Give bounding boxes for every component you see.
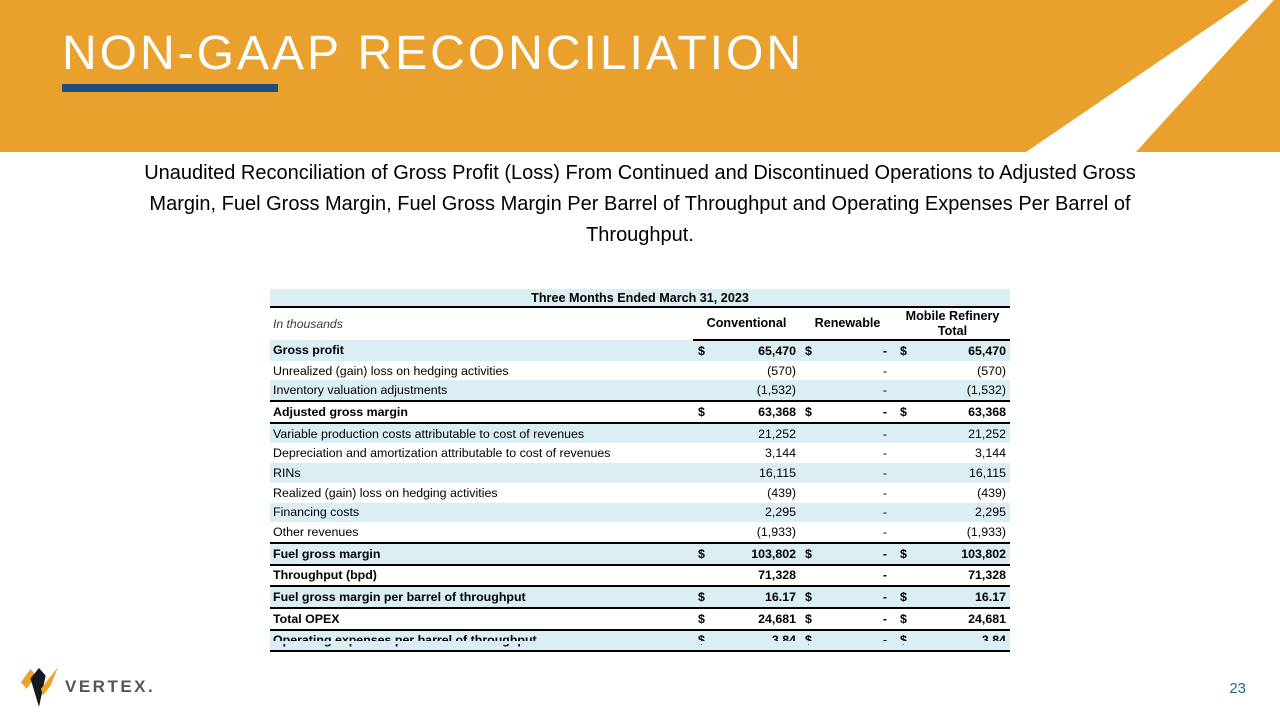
dollar-sign xyxy=(800,565,820,587)
dollar-sign xyxy=(800,522,820,543)
table-row xyxy=(270,463,1010,483)
dollar-sign xyxy=(693,380,713,401)
renewable-value: - xyxy=(820,543,895,565)
conventional-value: 3,144 xyxy=(764,446,796,461)
conventional-value: 63,368 xyxy=(713,401,800,423)
mobile-refinery-total-value: (570) xyxy=(977,363,1006,378)
vertex-logo-icon xyxy=(20,666,58,708)
renewable-value: - xyxy=(820,423,895,444)
title-underline-accent xyxy=(62,84,278,92)
conventional-value: 2,295 xyxy=(713,503,800,523)
table-bottom-accent-strip xyxy=(270,641,1010,644)
renewable-value: - xyxy=(820,586,895,608)
mobile-refinery-total-value: (439) xyxy=(977,485,1006,500)
row-label: RINs xyxy=(270,463,693,483)
unit-label: In thousands xyxy=(273,317,343,331)
table-row xyxy=(270,565,1010,587)
dollar-sign xyxy=(895,522,915,543)
mobile-refinery-total-value: 16.17 xyxy=(915,586,1010,608)
dollar-sign: $ xyxy=(800,543,820,565)
dollar-sign xyxy=(693,483,713,503)
conventional-value: 21,252 xyxy=(713,423,800,444)
table-row xyxy=(270,503,1010,523)
dollar-sign: $ xyxy=(693,543,713,565)
table-row xyxy=(270,522,1010,543)
dollar-sign xyxy=(895,443,915,463)
table-row xyxy=(270,483,1010,503)
dollar-sign xyxy=(800,380,820,401)
table-row xyxy=(270,608,1010,630)
renewable-value: - xyxy=(820,503,895,523)
column-header-renewable: Renewable xyxy=(800,307,895,340)
conventional-value: (1,933) xyxy=(756,525,796,540)
table-row xyxy=(270,401,1010,423)
dollar-sign: $ xyxy=(895,608,915,630)
conventional-value: 65,470 xyxy=(713,340,800,361)
renewable-value: - xyxy=(820,401,895,423)
table-row xyxy=(270,340,1010,361)
renewable-value: - xyxy=(882,525,887,540)
dollar-sign xyxy=(693,361,713,381)
dollar-sign xyxy=(800,463,820,483)
dollar-sign xyxy=(895,380,915,401)
renewable-value: - xyxy=(820,380,895,401)
dollar-sign xyxy=(693,423,713,444)
table-row xyxy=(270,423,1010,444)
period-header: Three Months Ended March 31, 2023 xyxy=(270,289,1010,307)
row-label: Total OPEX xyxy=(270,608,693,630)
dollar-sign xyxy=(895,483,915,503)
row-label: Throughput (bpd) xyxy=(270,565,693,587)
conventional-value: (1,532) xyxy=(713,380,800,401)
page-title: NON-GAAP RECONCILIATION xyxy=(62,27,804,80)
dollar-sign xyxy=(693,565,713,587)
conventional-value: 16,115 xyxy=(713,463,800,483)
dollar-sign: $ xyxy=(693,401,713,423)
mobile-refinery-total-value: (1,532) xyxy=(915,380,1010,401)
column-header-mobile-refinery-total: Mobile Refinery Total xyxy=(895,307,1010,340)
dollar-sign: $ xyxy=(693,586,713,608)
dollar-sign xyxy=(693,463,713,483)
row-label: Realized (gain) loss on hedging activities xyxy=(273,485,498,500)
renewable-value: - xyxy=(882,446,887,461)
dollar-sign xyxy=(800,361,820,381)
dollar-sign xyxy=(895,565,915,587)
conventional-value: (570) xyxy=(767,363,796,378)
dollar-sign: $ xyxy=(895,543,915,565)
reconciliation-table xyxy=(270,289,1010,652)
dollar-sign: $ xyxy=(800,608,820,630)
table-row xyxy=(270,380,1010,401)
dollar-sign xyxy=(693,503,713,523)
dollar-sign xyxy=(800,423,820,444)
vertex-logo-text: VERTEX. xyxy=(65,677,156,696)
row-label: Other revenues xyxy=(273,525,359,540)
row-label: Inventory valuation adjustments xyxy=(270,380,693,401)
dollar-sign xyxy=(895,361,915,381)
period-header-row xyxy=(270,289,1010,307)
dollar-sign: $ xyxy=(895,401,915,423)
row-label: Gross profit xyxy=(270,340,693,361)
dollar-sign: $ xyxy=(693,340,713,361)
dollar-sign: $ xyxy=(895,586,915,608)
row-label: Depreciation and amortization attributable to cost of revenues xyxy=(273,446,611,461)
vertex-logo xyxy=(20,666,155,708)
column-header-conventional: Conventional xyxy=(693,307,800,340)
dollar-sign xyxy=(895,463,915,483)
dollar-sign xyxy=(895,503,915,523)
dollar-sign xyxy=(895,423,915,444)
row-label: Fuel gross margin per barrel of throughput xyxy=(270,586,693,608)
mobile-refinery-total-value: 21,252 xyxy=(915,423,1010,444)
dollar-sign: $ xyxy=(800,586,820,608)
table-row xyxy=(270,543,1010,565)
mobile-refinery-total-value: 65,470 xyxy=(915,340,1010,361)
dollar-sign: $ xyxy=(800,340,820,361)
dollar-sign xyxy=(800,483,820,503)
conventional-value: 71,328 xyxy=(713,565,800,587)
row-label: Variable production costs attributable to cost of revenues xyxy=(270,423,693,444)
renewable-value: - xyxy=(820,565,895,587)
conventional-value: 103,802 xyxy=(713,543,800,565)
renewable-value: - xyxy=(882,485,887,500)
mobile-refinery-total-value: 2,295 xyxy=(915,503,1010,523)
dollar-sign xyxy=(800,503,820,523)
table-row xyxy=(270,443,1010,463)
dollar-sign: $ xyxy=(895,340,915,361)
mobile-refinery-total-value: (1,933) xyxy=(966,525,1006,540)
mobile-refinery-total-value: 103,802 xyxy=(915,543,1010,565)
unit-label-cell xyxy=(270,307,693,340)
row-label: Financing costs xyxy=(270,503,693,523)
renewable-value: - xyxy=(882,363,887,378)
renewable-value: - xyxy=(820,608,895,630)
renewable-value: - xyxy=(820,463,895,483)
page-number: 23 xyxy=(1229,680,1246,697)
conventional-value: 16.17 xyxy=(713,586,800,608)
dollar-sign: $ xyxy=(800,401,820,423)
dollar-sign xyxy=(800,443,820,463)
column-header-row xyxy=(270,307,1010,340)
table-row xyxy=(270,361,1010,381)
dollar-sign xyxy=(693,522,713,543)
mobile-refinery-total-value: 16,115 xyxy=(915,463,1010,483)
row-label: Adjusted gross margin xyxy=(270,401,693,423)
mobile-refinery-total-value: 71,328 xyxy=(915,565,1010,587)
row-label: Unrealized (gain) loss on hedging activities xyxy=(273,363,509,378)
row-label: Fuel gross margin xyxy=(270,543,693,565)
renewable-value: - xyxy=(820,340,895,361)
mobile-refinery-total-value: 24,681 xyxy=(915,608,1010,630)
dollar-sign xyxy=(693,443,713,463)
conventional-value: (439) xyxy=(767,485,796,500)
subtitle: Unaudited Reconciliation of Gross Profit (Loss) From Continued and Discontinued Operations to Adjusted Gross Margin, Fuel Gross Margin, Fuel Gross Margin Per Barrel of Throughput and Operating Expenses Per Barrel of Throughput. xyxy=(144,162,1136,246)
conventional-value: 24,681 xyxy=(713,608,800,630)
table-row xyxy=(270,586,1010,608)
dollar-sign: $ xyxy=(693,608,713,630)
mobile-refinery-total-value: 63,368 xyxy=(915,401,1010,423)
mobile-refinery-total-value: 3,144 xyxy=(974,446,1006,461)
